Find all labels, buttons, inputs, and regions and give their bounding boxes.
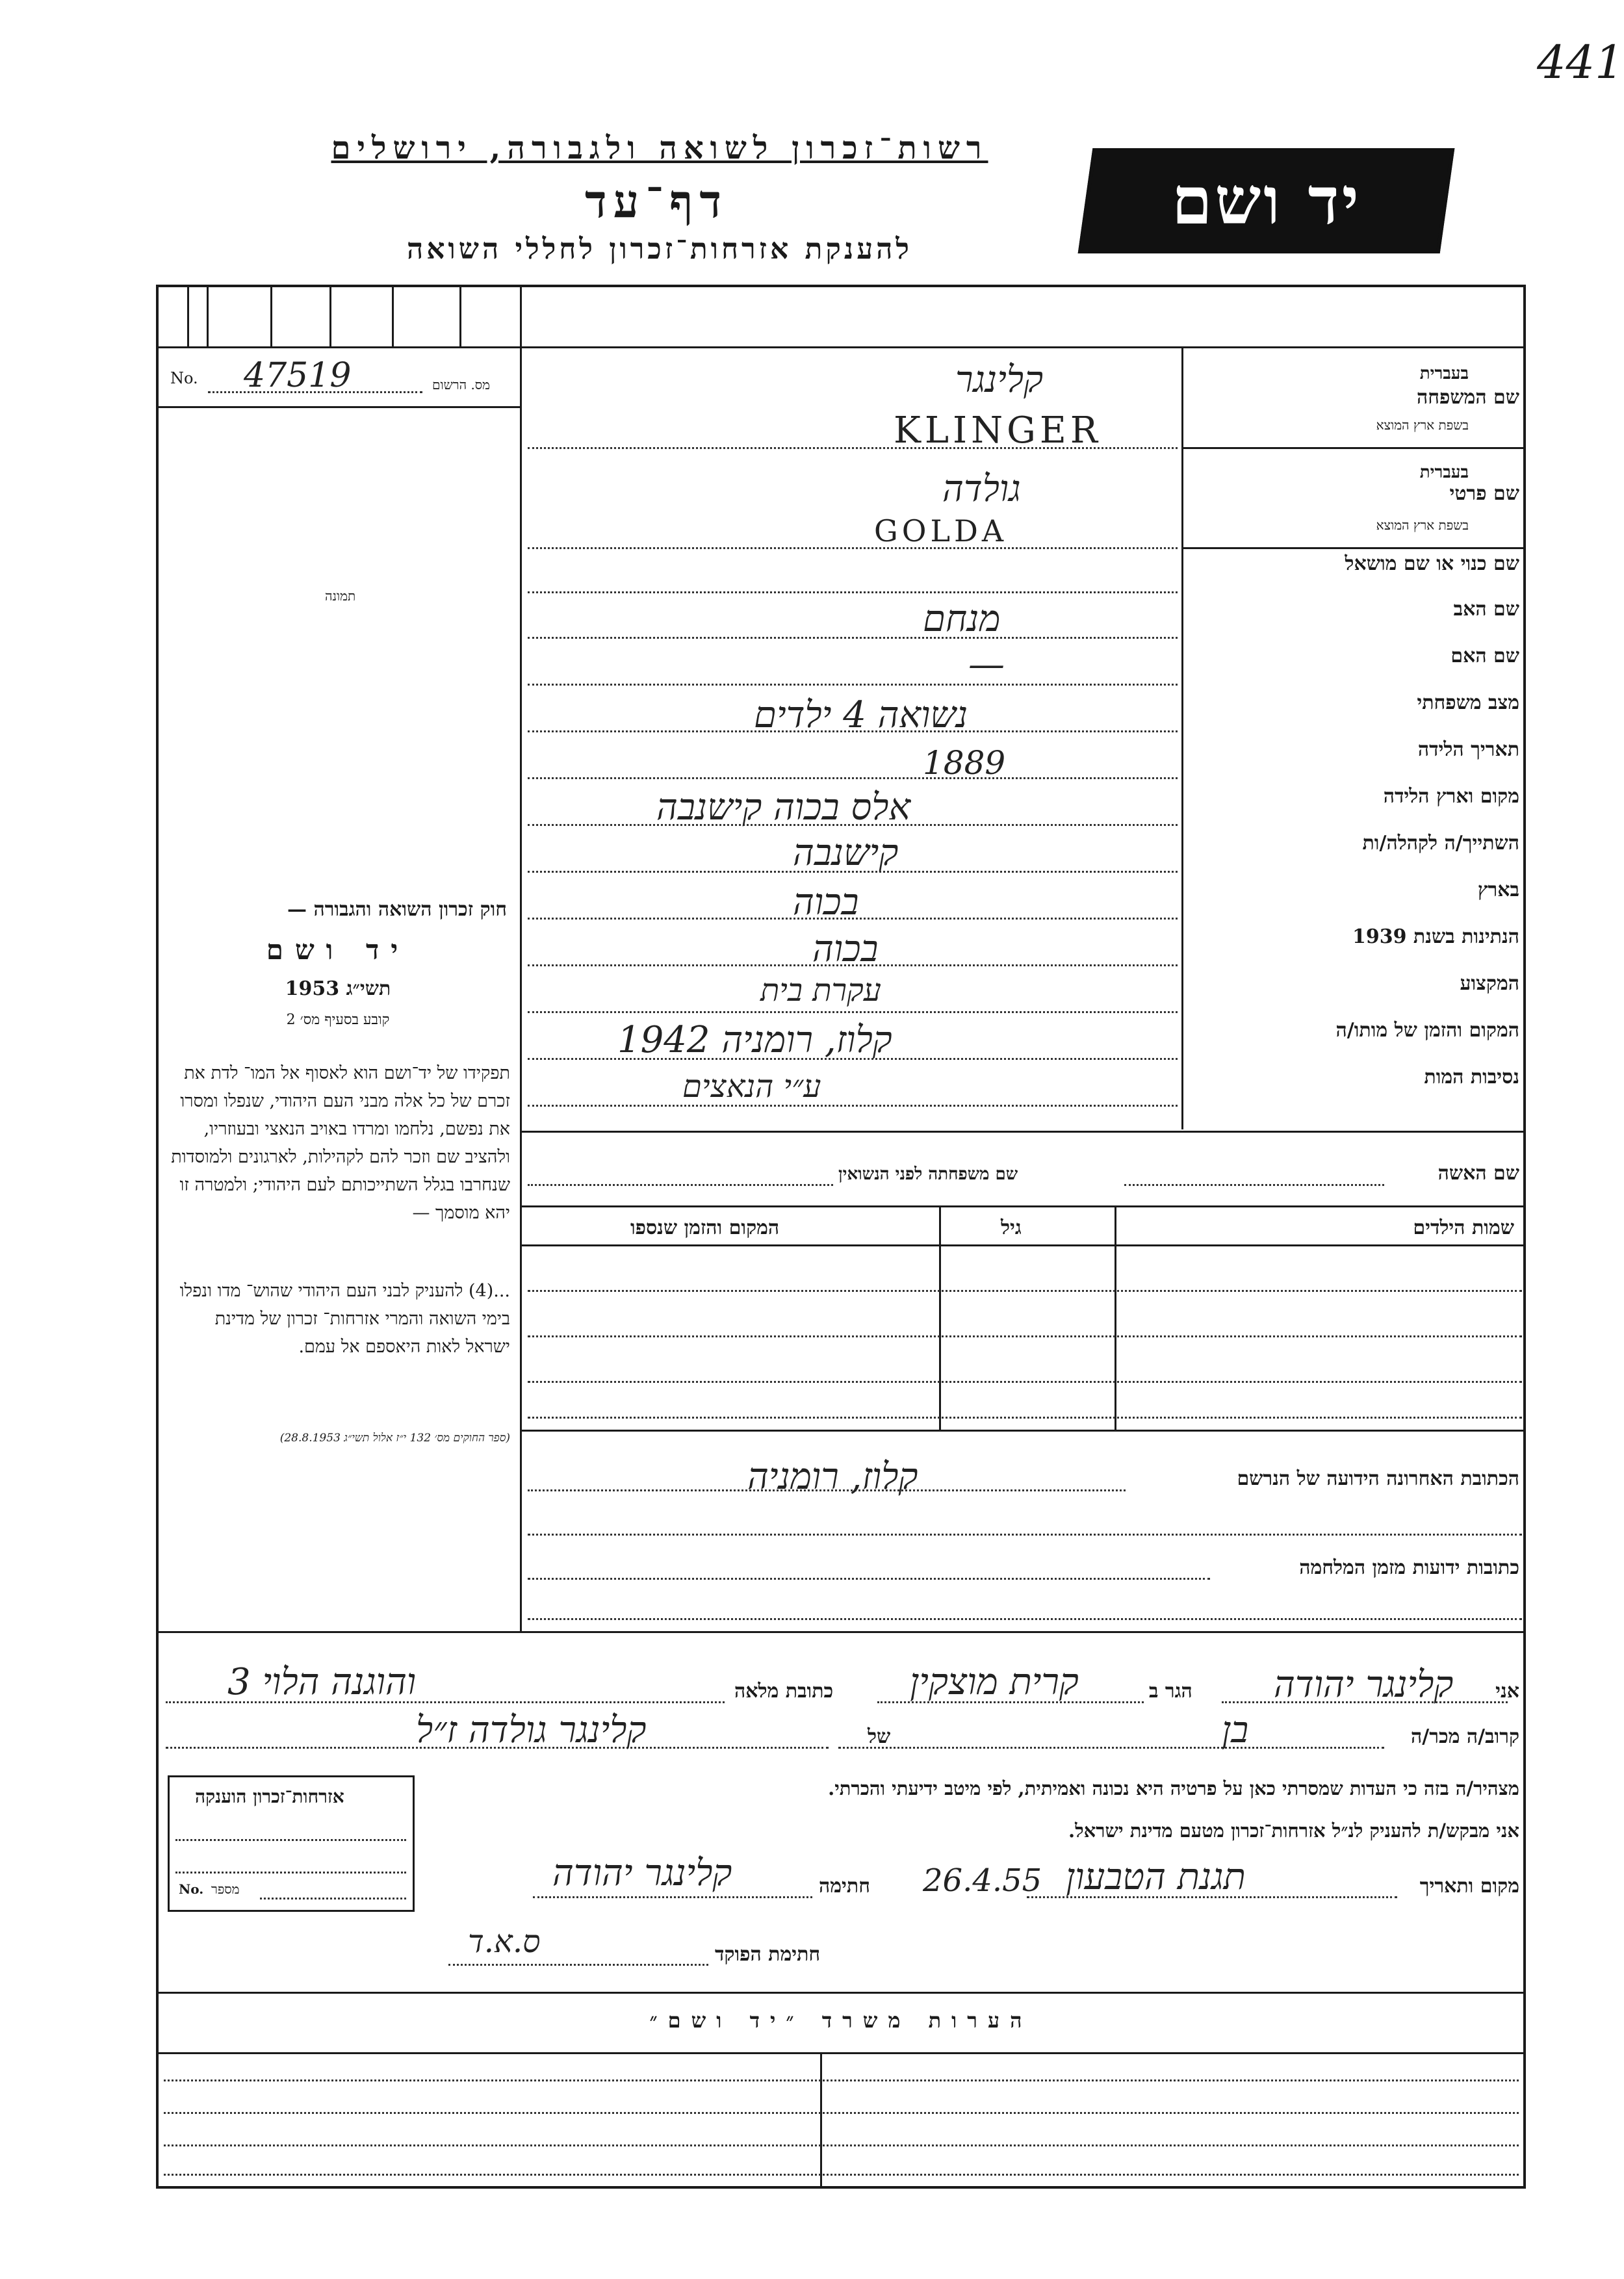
corner-archive-number: 441 (1537, 36, 1624, 89)
family-name-hebrew-sublabel: בעברית (1419, 364, 1469, 383)
death-circumstances-value: ע״י הנאצים (682, 1068, 821, 1105)
officer-signature: ס.א.ד (468, 1924, 541, 1960)
community-value: קישנבה (793, 832, 899, 874)
death-circumstances-label: נסיבות המות (1424, 1066, 1519, 1088)
declaration-request: אני מבקש/ת להעניק לנ״ל אזרחות־זכרון מטעם מדינת ישראל. (1068, 1820, 1519, 1842)
last-address-value: קלוז, רומניה (747, 1456, 918, 1498)
law-title: חוק זכרון השואה והגבורה — (287, 898, 507, 921)
place-value: תגנת הטבעון (1066, 1856, 1246, 1898)
citizenship-granted-title: אזרחות־זכרון הוענקה (195, 1786, 344, 1807)
father-name-label: שם האב (1453, 598, 1519, 621)
country-label: בארץ (1477, 879, 1519, 901)
law-paragraph-1: תפקידו של יד־ושם הוא לאסוף אל המו־ לדת את זכרם של כל אלה מבני העם היהודי, שנפלו ומסרו את נפשם, נלחמו ומרדו באויב הנאצי ובעוזריו, ולהציב שם וזכר להם לקהילות, לארגונים ולמוסדות שנחרבו בגלל השתייכותם לעם היהודי; ולמטרה זו יהא מוסמך — (171, 1063, 510, 1223)
family-name-native-sublabel: בשפת ארץ המוצא (1376, 417, 1469, 433)
law-gazette: (ספר החוקים מס׳ 132 י״ז אלול תשי״ג 28.8.1953) (279, 1432, 510, 1445)
birth-place-value: אלס בכוה קישנבה (656, 786, 911, 829)
of-value: קלינגר גולדה ז״ל (416, 1709, 647, 1751)
law-name: יד ושם (266, 934, 410, 966)
mother-name-value: — (968, 643, 1005, 686)
profession-label: המקצוע (1460, 972, 1519, 995)
full-address-label: כתובת מלאה (734, 1680, 834, 1703)
date-value: 26.4.55 (923, 1862, 1042, 1899)
family-name-hebrew-value: קלינגר (955, 359, 1044, 401)
declarant-name: קלינגר יהודה (1274, 1664, 1454, 1706)
profession-value: עקרת בית (760, 972, 881, 1009)
of-label: של (868, 1725, 891, 1748)
birth-place-label: מקום וארץ הלידה (1383, 785, 1519, 808)
first-name-hebrew-sublabel: בעברית (1419, 463, 1469, 482)
first-name-native-value: GOLDA (874, 513, 1008, 548)
citizenship-label: הנתינות בשנת 1939 (1352, 925, 1519, 948)
page-subtitle: להענקת אזרחות־זכרון לחללי השואה (406, 233, 912, 266)
photo-label: תמונה (325, 588, 356, 604)
community-label: השתייך/ה לקהלה/ות (1362, 832, 1519, 855)
first-name-label: שם פרטי (1449, 482, 1519, 505)
children-place-header: המקום והזמן שנספו (630, 1217, 780, 1239)
war-addresses-label: כתובות ידועות מזמן המלחמה (1299, 1556, 1519, 1579)
page-title: דף־עד (584, 174, 728, 228)
spouse-maiden-name-label: שם משפחתה לפני הנשואין (838, 1165, 1018, 1184)
officer-signature-label: חתימת הפוקד (715, 1943, 821, 1966)
children-names-header: שמות הילדים (1413, 1217, 1514, 1239)
registration-no-label: No. (170, 369, 198, 387)
declarant-label: אני (1495, 1680, 1519, 1703)
relation-value: בן (1222, 1709, 1249, 1751)
children-age-header: גיל (1001, 1217, 1022, 1239)
father-name-value: מנחם (923, 598, 1001, 640)
death-place-time-value: קלוז, רומניה 1942 (617, 1019, 892, 1061)
authority-name: רשות־זכרון לשואה ולגבורה, ירושלים (331, 130, 988, 166)
death-place-time-label: המקום והזמן של מותו/ה (1335, 1019, 1519, 1042)
office-notes-title: הערות משרד ״יד ושם״ (649, 2008, 1033, 2033)
registration-number: 47519 (244, 356, 352, 395)
last-address-label: הכתובת האחרונה הידועה של הנרשם (1237, 1467, 1519, 1490)
first-name-hebrew-value: גולדה (942, 468, 1021, 510)
citizenship-number-label: מספר (211, 1881, 240, 1897)
registration-label: מס. הרשום (432, 377, 491, 393)
resident-label: הגר ב (1149, 1680, 1192, 1703)
family-name-native-value: KLINGER (894, 409, 1102, 452)
declaration-statement: מצהיר/ה בזה כי העדות שמסרתי כאן על פרטיה היא נכונה ואמיתית, לפי מיטב ידיעתי והכרתי. (828, 1777, 1519, 1799)
nickname-label: שם כנוי או שם מושאל (1345, 552, 1519, 575)
first-name-native-sublabel: בשפת ארץ המוצא (1376, 517, 1469, 533)
yad-vashem-logo: יד ושם (1078, 148, 1455, 253)
relative-label: קרוב/ה מכר/ה (1411, 1725, 1519, 1748)
citizenship-no-label: No. (179, 1881, 204, 1897)
law-paragraph-2: ...(4) להעניק לבני העם היהודי שהוש־ מדו ונפלו בימי השואה והמרי אזרחות־ זכרון של מדינת ישראל לאות היאספם אל עמם. (179, 1281, 510, 1357)
law-section: קובע בסעיף מס׳ 2 (286, 1012, 390, 1028)
country-value: בכוה (793, 881, 859, 923)
law-year: תשי״ג 1953 (285, 977, 391, 1000)
citizenship-value: בכוה (812, 928, 879, 970)
birth-date-label: תאריך הלידה (1417, 738, 1519, 761)
marital-status-value: נשואה 4 ילדים (754, 694, 968, 736)
mother-name-label: שם האם (1450, 645, 1519, 667)
birth-date-value: 1889 (923, 744, 1006, 782)
full-address-value: והוגנה הלוי 3 (227, 1661, 417, 1703)
family-name-label: שם המשפחה (1416, 386, 1519, 409)
spouse-name-label: שם האשה (1437, 1162, 1519, 1185)
resident-value: קרית מוצקין (910, 1661, 1079, 1703)
signature-label: חתימה (819, 1875, 870, 1898)
declarant-signature: קלינגר יהודה (552, 1852, 732, 1894)
place-date-label: מקום ותאריך (1419, 1875, 1519, 1898)
marital-status-label: מצב משפחתי (1417, 691, 1519, 714)
